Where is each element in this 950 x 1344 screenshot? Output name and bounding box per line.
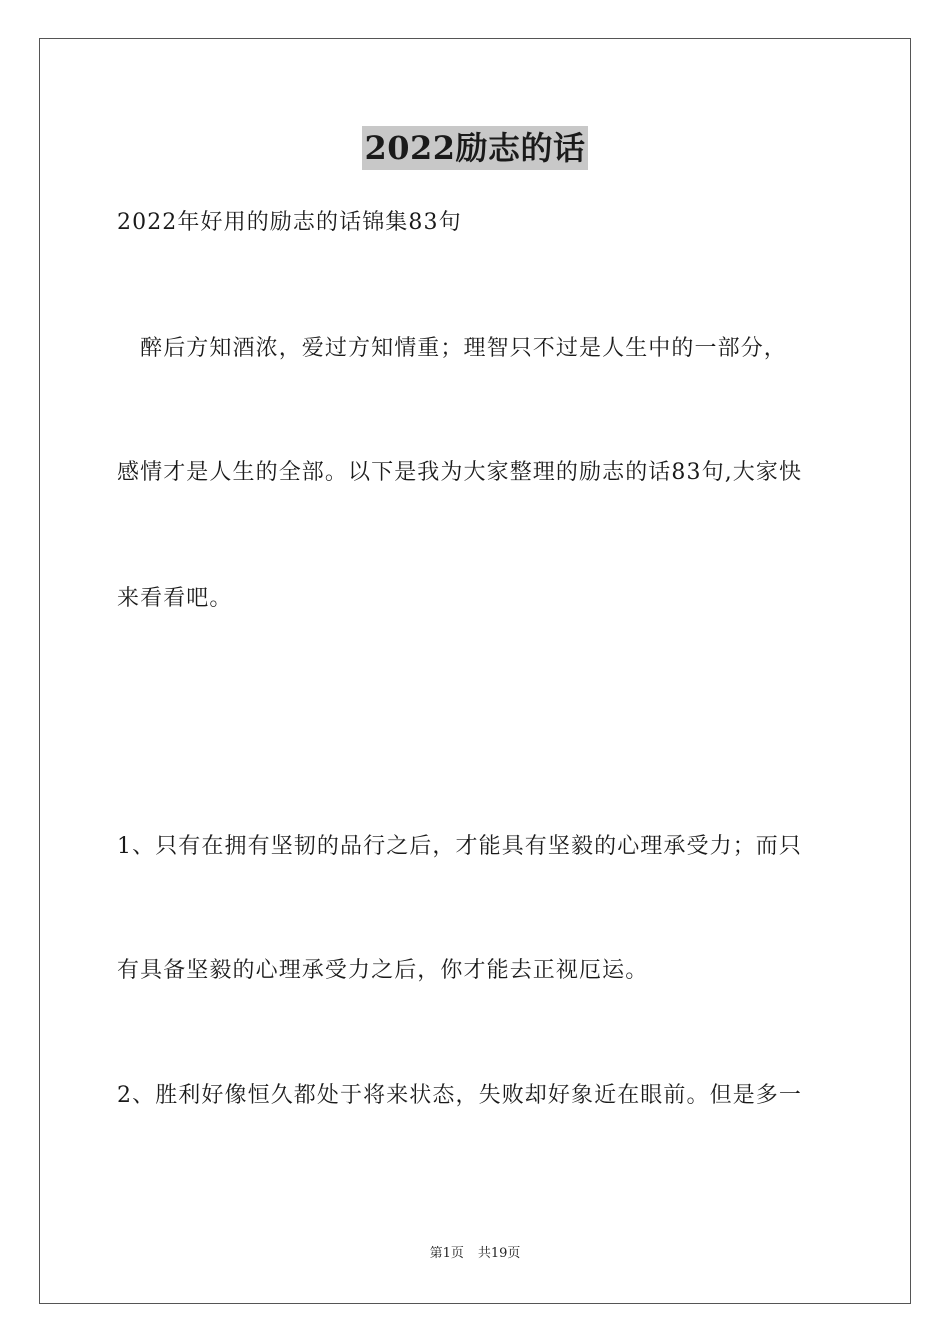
paragraph-line: 感情才是人生的全部。以下是我为大家整理的励志的话83句,大家快: [117, 460, 803, 485]
document-title: 2022励志的话: [362, 126, 587, 170]
page-footer: [0, 1245, 950, 1263]
paragraph-line: 来看看吧。: [117, 586, 233, 611]
page-number: 第1页: [429, 1246, 464, 1261]
title-container: [0, 126, 950, 170]
paragraph-line: 2、胜利好像恒久都处于将来状态，失败却好象近在眼前。但是多一: [117, 1083, 802, 1108]
paragraph-line: 醉后方知酒浓，爱过方知情重；理智只不过是人生中的一部分，: [117, 336, 787, 361]
document-subtitle: 2022年好用的励志的话锦集83句: [117, 210, 462, 235]
paragraph-line: 1、只有在拥有坚韧的品行之后，才能具有坚毅的心理承受力；而只: [117, 834, 802, 859]
paragraph-line: 有具备坚毅的心理承受力之后，你才能去正视厄运。: [117, 958, 649, 983]
page-total: 共19页: [477, 1246, 521, 1261]
